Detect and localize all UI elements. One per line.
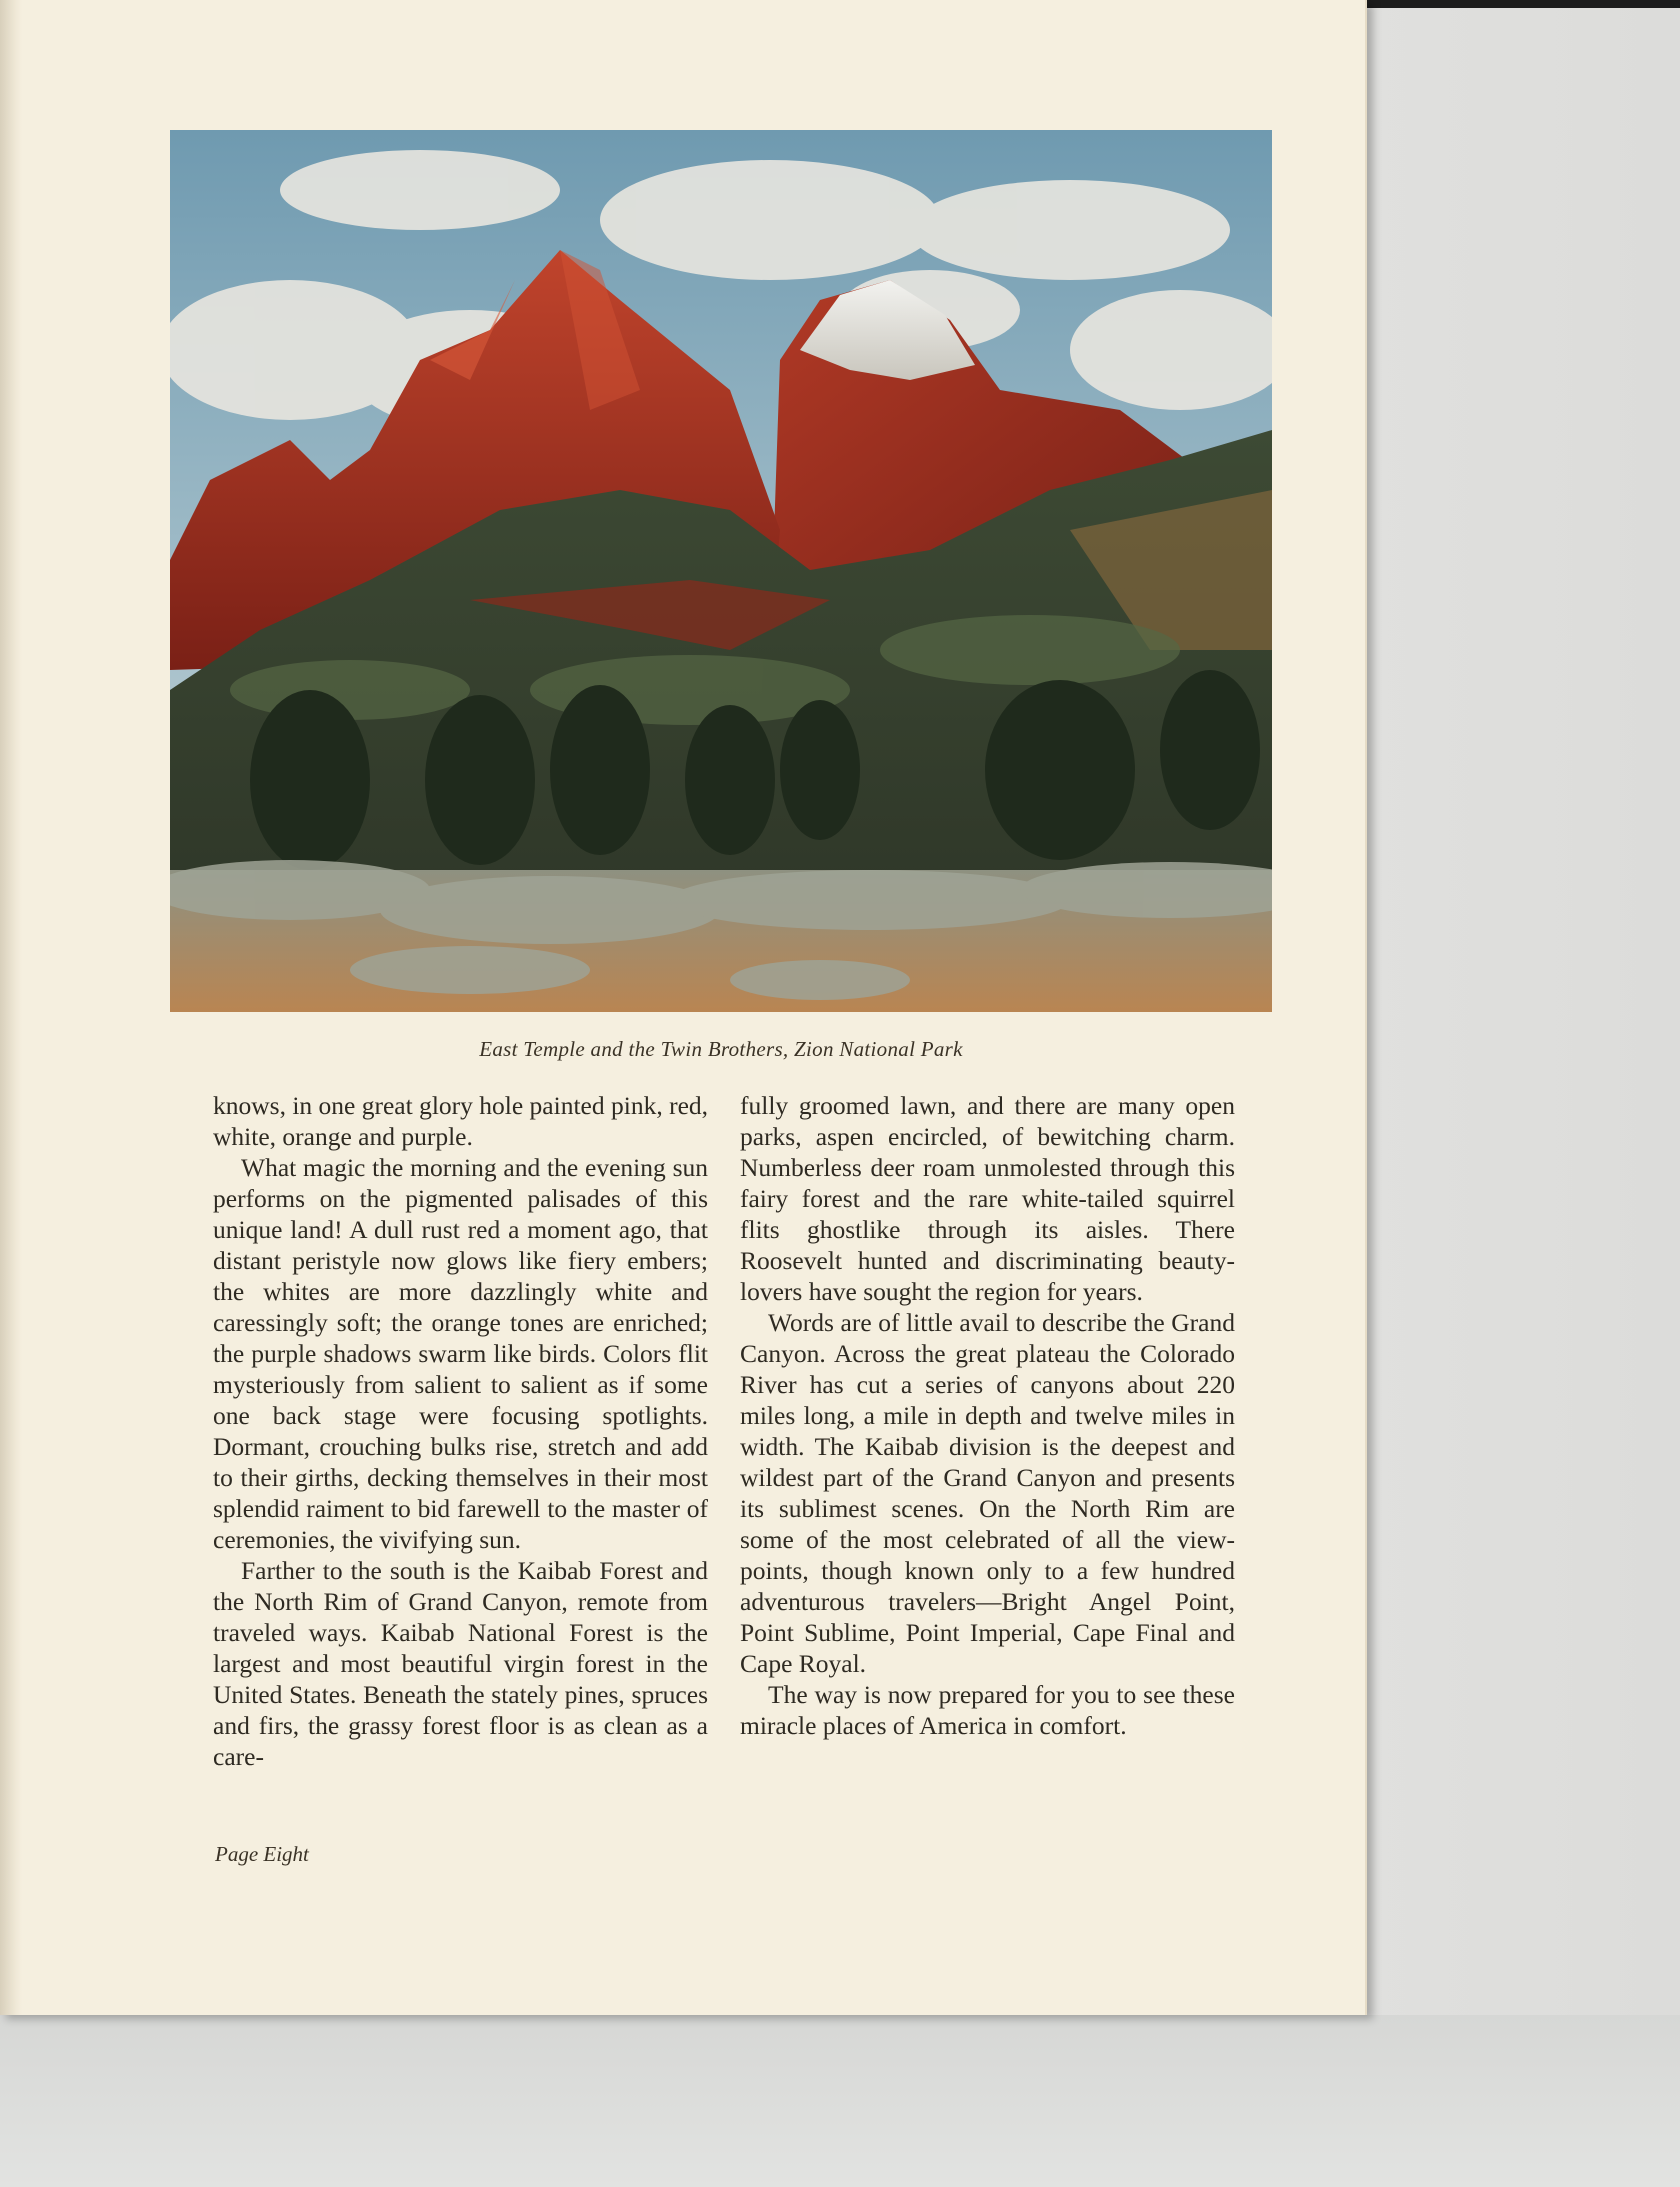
landscape-plate-image	[170, 130, 1272, 1012]
paragraph: fully groomed lawn, and there are many open parks, aspen encircled, of bewitching charm. Numberless deer roam unmolested through this fairy forest and the rare white-tailed squirrel flits ghostlike through its aisles. There Roosevelt hunted and discriminating beauty-lovers have sought the region for years.	[740, 1091, 1235, 1306]
paragraph: The way is now prepared for you to see these miracle places of America in comfort.	[740, 1680, 1235, 1740]
scanner-background	[0, 2015, 1680, 2187]
paragraph: Farther to the south is the Kaibab Forest and the North Rim of Grand Canyon, remote from traveled ways. Kaibab National Forest is the largest and most beautiful virgin forest in the United States. Beneath the stately pines, spruces and firs, the grassy forest floor is as clean as a care-	[213, 1556, 708, 1771]
paragraph: knows, in one great glory hole painted pink, red, white, orange and purple.	[213, 1091, 709, 1151]
paragraph: What magic the morning and the evening sun performs on the pigmented palisades of this unique land! A dull rust red a moment ago, that distant peristyle now glows like fiery embers; the whites are more dazzlingly white and caressingly soft; the orange tones are enriched; the purple shadows swarm like birds. Colors flit mysteriously from salient to salient as if some one back stage were focusing spotlights. Dormant, crouching bulks rise, stretch and add to their girths, decking themselves in their most splendid raiment to bid farewell to the master of ceremonies, the vivifying sun.	[213, 1153, 708, 1554]
text-column-right	[740, 1090, 1235, 1741]
plate-caption: East Temple and the Twin Brothers, Zion National Park	[479, 1037, 963, 1061]
text-column-left	[213, 1090, 708, 1772]
paragraph: Words are of little avail to describe the Grand Canyon. Across the great plateau the Colorado River has cut a series of canyons about 220 miles long, a mile in depth and twelve miles in width. The Kaibab division is the deepest and wildest part of the Grand Canyon and presents its sublimest scenes. On the North Rim are some of the most celebrated of all the viewpoints, though known only to a few hundred adventurous travelers—Bright Angel Point, Point Sublime, Point Imperial, Cape Final and Cape Royal.	[740, 1308, 1235, 1678]
page-number: Page Eight	[215, 1842, 309, 1866]
